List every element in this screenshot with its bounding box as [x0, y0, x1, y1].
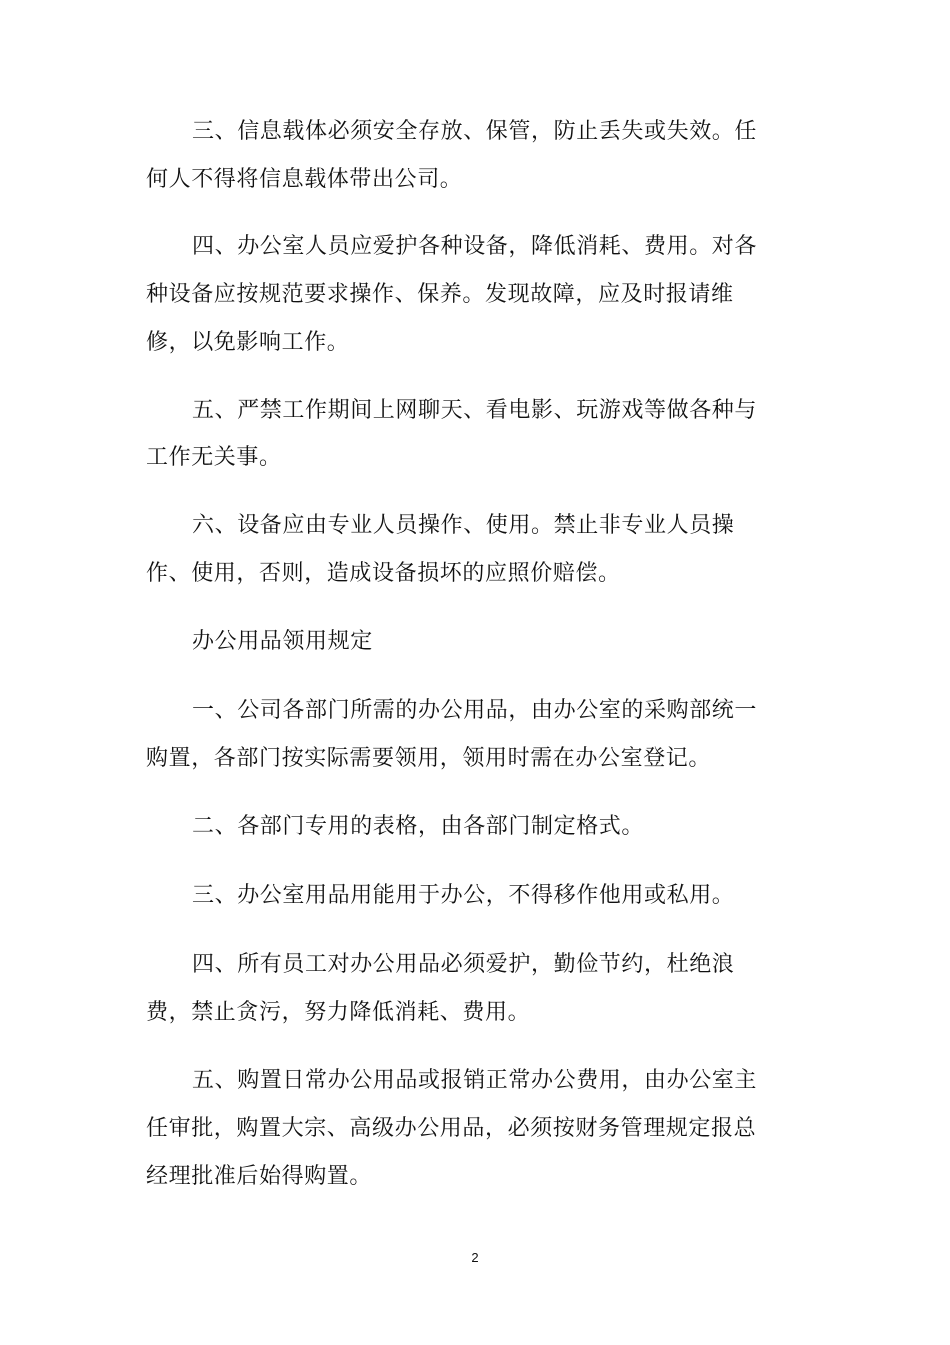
paragraph-line: 二、各部门专用的表格，由各部门制定格式。	[192, 814, 645, 839]
paragraph-line: 三、办公室用品用能用于办公，不得移作他用或私用。	[192, 883, 735, 908]
paragraph-line: 何人不得将信息载体带出公司。	[146, 167, 463, 192]
paragraph-line: 费，禁止贪污，努力降低消耗、费用。	[146, 1000, 531, 1025]
paragraph-line: 作、使用，否则，造成设备损坏的应照价赔偿。	[146, 561, 621, 586]
paragraph-line: 三、信息载体必须安全存放、保管，防止丢失或失效。任	[192, 119, 758, 144]
paragraph-line: 修，以免影响工作。	[146, 330, 350, 355]
paragraph-line: 经理批准后始得购置。	[146, 1164, 373, 1189]
page-number: 2	[471, 1250, 479, 1265]
paragraph-line: 四、办公室人员应爱护各种设备，降低消耗、费用。对各	[192, 234, 758, 259]
paragraph-line: 六、设备应由专业人员操作、使用。禁止非专业人员操	[192, 513, 735, 538]
paragraph-line: 一、公司各部门所需的办公用品，由办公室的采购部统一	[192, 698, 758, 723]
paragraph-line: 种设备应按规范要求操作、保养。发现故障，应及时报请维	[146, 282, 734, 307]
paragraph-line: 五、购置日常办公用品或报销正常办公费用，由办公室主	[192, 1068, 758, 1093]
paragraph-line: 任审批，购置大宗、高级办公用品，必须按财务管理规定报总	[146, 1116, 757, 1141]
paragraph-line: 四、所有员工对办公用品必须爱护，勤俭节约，杜绝浪	[192, 952, 735, 977]
paragraph-line: 购置，各部门按实际需要领用，领用时需在办公室登记。	[146, 746, 712, 771]
section-heading: 办公用品领用规定	[192, 629, 373, 654]
paragraph-line: 工作无关事。	[146, 445, 282, 470]
paragraph-line: 五、严禁工作期间上网聊天、看电影、玩游戏等做各种与	[192, 398, 758, 423]
